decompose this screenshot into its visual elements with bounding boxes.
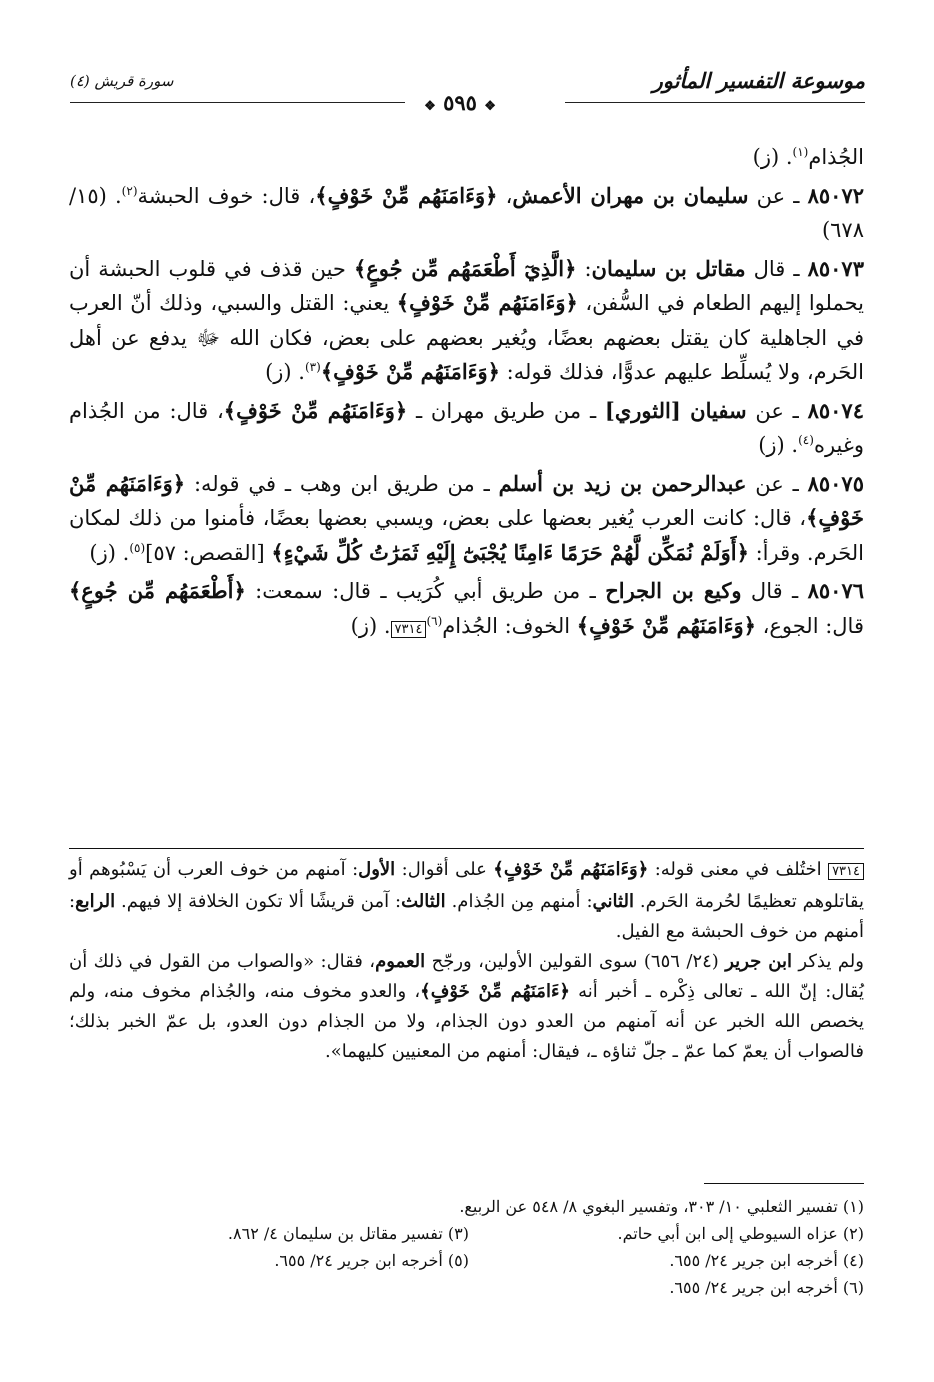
footnote-ref: (٦) (426, 613, 443, 628)
opinion-label: الرابع (75, 891, 116, 912)
page-number: ٥٩٥ (443, 90, 477, 115)
athar-entry: ٨٥٠٧٥ ـ عن عبدالرحمن بن زيد بن أسلم ـ من طريق ابن وهب ـ في قوله: ﴿وَءَامَنَهُم مِّنْ خَوْفٍ﴾، قال: كانت العرب يُغير بعضها على بعض، ويسبي بعضها بعضًا، فأمنوا من ذلك لمكان الحَرم. وقرأ: ﴿أَوَلَمْ نُمَكِّن لَّهُمْ حَرَمًا ءَامِنًا يُجْبَىٰٓ إِلَيْهِ ثَمَرَٰتُ كُلِّ شَيْءٍ﴾ [القصص: ٥٧]$^{(٥)}$. (ز) (69, 470, 864, 565)
footnote-row (69, 1274, 864, 1301)
narrator-name: مقاتل بن سليمان (591, 255, 746, 281)
entry-number: ٨٥٠٧٦ (807, 578, 865, 603)
quran-quote: ﴿وَءَامَنَهُم مِّنْ خَوْفٍ﴾ (396, 290, 578, 315)
footnote: (٦) أخرجه ابن جرير ٢٤/ ٦٥٥. (669, 1278, 864, 1297)
ornament-icon: ❖ (424, 99, 436, 114)
commentary-note (69, 855, 864, 1067)
quran-quote: ﴿وَءَامَنَهُم مِّنْ خَوْفٍ﴾ (315, 182, 498, 208)
quran-quote: ﴿أَطْعَمَهُم مِّن جُوعٍ﴾ (69, 578, 246, 603)
footnote-ref: (١) (792, 145, 809, 159)
footnote-ref: (٥) (129, 540, 146, 555)
main-text (69, 140, 864, 647)
quran-quote: ﴿وَءَامَنَهُم مِّنْ خَوْفٍ﴾ (223, 397, 408, 423)
athar-entry: ٨٥٠٧٢ ـ عن سليمان بن مهران الأعمش، ﴿وَءَامَنَهُم مِّنْ خَوْفٍ﴾، قال: خوف الحبشة$^{(٢)}$. (١٥/ ٦٧٨) (69, 182, 865, 242)
footnote: (١) تفسير الثعلبي ١٠/ ٣٠٣، وتفسير البغوي ٨/ ٥٤٨ عن الربيع. (459, 1197, 864, 1216)
athar-entry: ٨٥٠٧٣ ـ قال مقاتل بن سليمان: ﴿الَّذِيٓ أَطْعَمَهُم مِّن جُوعٍ﴾ حين قذف في قلوب الحبشة أن يحملوا إليهم الطعام في السُّفن، ﴿وَءَامَنَهُم مِّنْ خَوْفٍ﴾ يعني: القتل والسبي، وذلك أنّ العرب في الجاهلية كان يقتل بعضهم بعضًا، ويُغير بعضهم على بعض، فكان الله ﷻ يدفع عن أهل الحَرم، ولا يُسلِّط عليهم عدوًّا، فذلك قوله: ﴿وَءَامَنَهُم مِّنْ خَوْفٍ﴾$^{(٣)}$. (ز) (69, 255, 864, 384)
commentary-ref-box: ٧٣١٤ (391, 621, 427, 638)
footnote: (٥) أخرجه ابن جرير ٢٤/ ٦٥٥. (274, 1251, 469, 1270)
ornament-icon: ❖ (484, 99, 496, 114)
quran-quote: ﴿وَءَامَنَهُم مِّنْ خَوْفٍ﴾ (493, 859, 649, 880)
footnote-row (69, 1220, 864, 1247)
narrator-name: وكيع بن الجراح (605, 578, 742, 603)
commentary-number-box: ٧٣١٤ (828, 863, 864, 880)
quran-quote: ﴿وَءَامَنَهُم مِّنْ خَوْفٍ﴾ (69, 470, 864, 530)
footnote: (٤) أخرجه ابن جرير ٢٤/ ٦٥٥. (669, 1251, 864, 1270)
footnote-ref: (٢) (121, 183, 138, 198)
entry-number: ٨٥٠٧٢ (807, 182, 865, 208)
footnote: (٣) تفسير مقاتل بن سليمان ٤/ ٨٦٢. (227, 1224, 469, 1243)
commentary-paragraph: ولم يذكر ابن جرير (٢٤/ ٦٥٦) سوى القولين الأولين، ورجّح العموم، فقال: «والصواب من القول في ذلك أن يُقال: إنّ الله ـ تعالى ذِكْره ـ أخبر أنه ﴿ءَامَنَهُم مِّنْ خَوْفٍ﴾، والعدو مخوف منه، والجُذام مخوف منه، ولم يخصص الله الخبر عن أنه آمنهم من العدو دون الجذام، ولا من الجذام دون العدو، بل عمّ الخبر بذلك؛ فالصواب أن يعمّ كما عمّ ـ جلّ ثناؤه ـ، فيقال: أمنهم من المعنيين كليهما». (69, 951, 864, 1062)
commentary-separator (69, 848, 864, 849)
header-rule-right (565, 102, 865, 103)
paragraph-continuation: الجُذام$^{(١)}$. (ز) (752, 145, 864, 169)
footnotes (69, 1193, 864, 1301)
scholar-name: ابن جرير (725, 951, 792, 972)
opinion-label: الأول (358, 859, 396, 880)
surah-citation: [القصص: ٥٧] (145, 540, 272, 565)
quran-quote: ﴿وَءَامَنَهُم مِّنْ خَوْفٍ﴾ (320, 359, 500, 384)
opinion-label: الثاني (592, 891, 634, 912)
quran-quote: ﴿الَّذِيٓ أَطْعَمَهُم مِّن جُوعٍ﴾ (353, 255, 577, 281)
commentary-paragraph: ٧٣١٤ اختُلف في معنى قوله: ﴿وَءَامَنَهُم مِّنْ خَوْفٍ﴾ على أقوال: الأول: آمنهم من خوف العرب أن يَسْبُوهم أو يقاتلوهم تعظيمًا لحُرمة الحَرم. الثاني: أمنهم مِن الجُذام. الثالث: آمن قريشًا ألا تكون الخلافة إلا فيهم. الرابع: أمنهم من خوف الحبشة مع الفيل. (69, 859, 864, 942)
quran-quote: ﴿وَءَامَنَهُم مِّنْ خَوْفٍ﴾ (576, 612, 756, 638)
entry-number: ٨٥٠٧٤ (807, 397, 864, 423)
narrator-name: عبدالرحمن بن زيد بن أسلم (498, 470, 747, 496)
page-number-block (405, 90, 515, 115)
footnote-rule (704, 1183, 864, 1184)
footnote-ref: (٤) (798, 433, 814, 447)
page-header (70, 68, 865, 115)
book-title: موسوعة التفسير المأثور (652, 68, 865, 93)
surah-label: سورة قريش (٤) (70, 72, 174, 90)
footnote-row (69, 1247, 864, 1274)
footnote-ref: (٣) (304, 360, 321, 374)
entry-number: ٨٥٠٧٥ (807, 470, 864, 496)
entry-number: ٨٥٠٧٣ (807, 255, 864, 281)
footnote: (٢) عزاه السيوطي إلى ابن أبي حاتم. (617, 1224, 864, 1243)
narrator-name: سليمان بن مهران الأعمش (512, 182, 749, 208)
athar-entry: ٨٥٠٧٦ ـ قال وكيع بن الجراح ـ من طريق أبي كُرَيب ـ قال: سمعت: ﴿أَطْعَمَهُم مِّن جُوعٍ﴾ قال: الجوع، ﴿وَءَامَنَهُم مِّنْ خَوْفٍ﴾ الخوف: الجُذام$^{(٦)}$٧٣١٤. (ز) (69, 578, 865, 638)
quran-quote: ﴿ءَامَنَهُم مِّنْ خَوْفٍ﴾ (420, 981, 570, 1002)
quran-quote: ﴿أَوَلَمْ نُمَكِّن لَّهُمْ حَرَمًا ءَامِنًا يُجْبَىٰٓ إِلَيْهِ ثَمَرَٰتُ كُلِّ شَيْءٍ﴾ (271, 539, 749, 565)
athar-entry: ٨٥٠٧٤ ـ عن سفيان [الثوري] ـ من طريق مهران ـ ﴿وَءَامَنَهُم مِّنْ خَوْفٍ﴾، قال: من الجُذام وغيره$^{(٤)}$. (ز) (69, 397, 864, 457)
footnote-row (69, 1193, 864, 1220)
opinion-label: الثالث (401, 891, 446, 912)
preferred-view: العموم (375, 951, 426, 972)
narrator-name: سفيان [الثوري] (604, 397, 747, 423)
